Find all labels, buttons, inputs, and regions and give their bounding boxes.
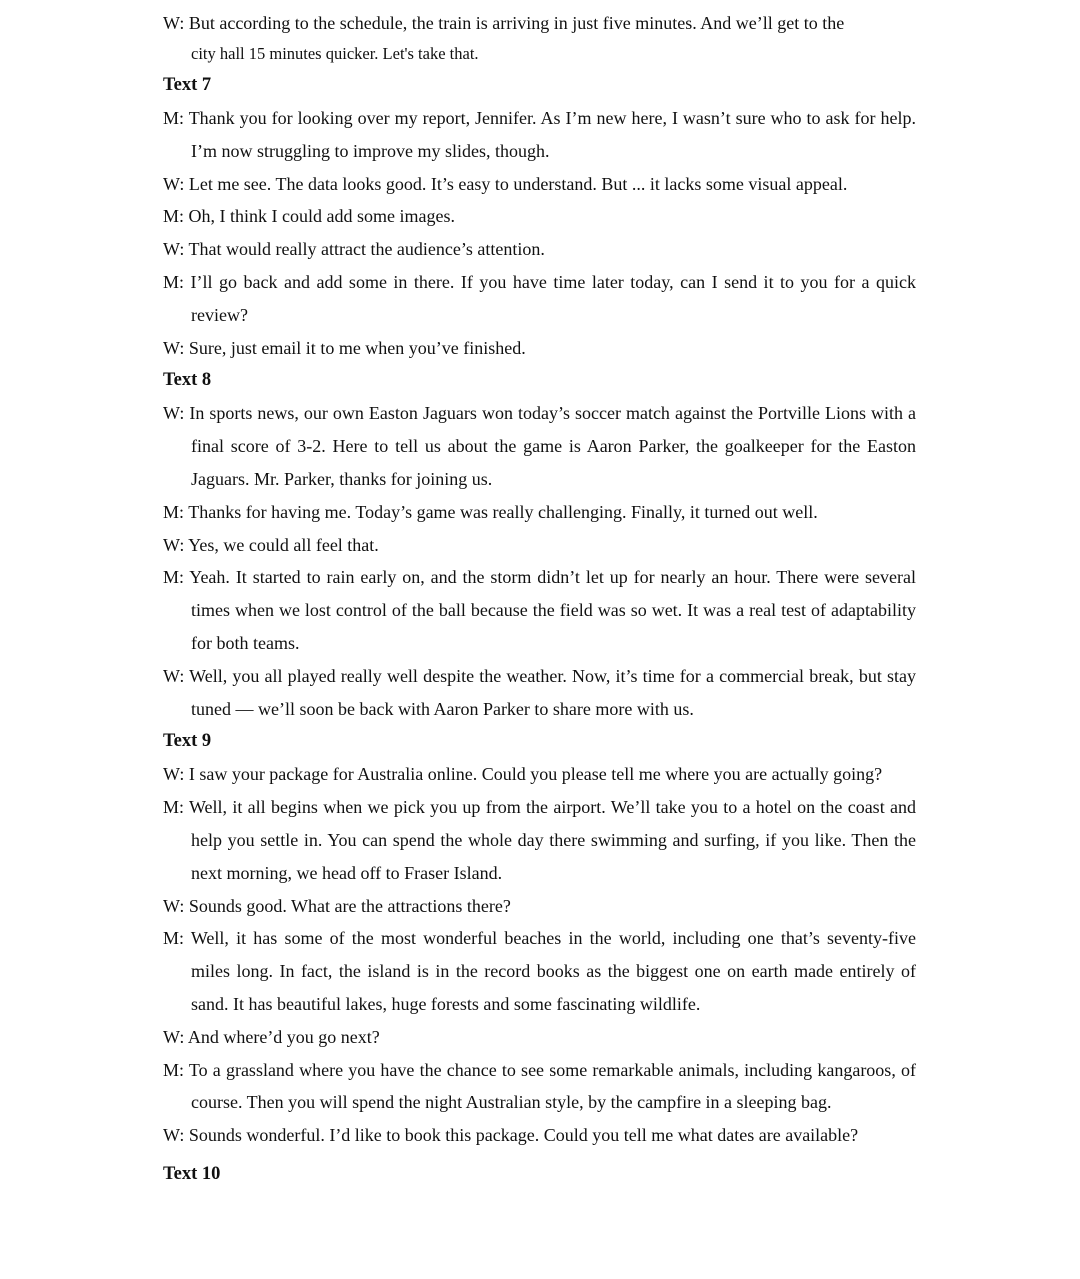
- line-text: Well, you all played really well despite the weather. Now, it’s time for a commercial break, but stay tuned — we’ll soon be back with Aaron Parker to share more with us.: [189, 665, 916, 719]
- dialogue-line: [163, 102, 916, 168]
- line-text: And where’d you go next?: [187, 1026, 380, 1047]
- line-text: To a grassland where you have the chance to see some remarkable animals, including kangaroos, of course. Then you will spend the night Australian style, by the campfire in a sleeping bag.: [188, 1059, 916, 1113]
- speaker-label: W:: [163, 534, 185, 555]
- line-continuation: city hall 15 minutes quicker. Let's take that.: [191, 44, 479, 63]
- speaker-label: M:: [163, 108, 185, 128]
- line-text: I’ll go back and add some in there. If you have time later today, can I send it to you for a quick review?: [190, 271, 917, 325]
- speaker-label: M:: [163, 567, 185, 588]
- section-heading-text-9: Text 9: [163, 731, 212, 752]
- line-text: But according to the schedule, the train is arriving in just five minutes. And we’ll get to the: [188, 13, 845, 33]
- speaker-label: W:: [163, 895, 185, 916]
- speaker-label: W:: [163, 403, 185, 424]
- dialogue-line: [163, 1054, 916, 1120]
- speaker-label: W:: [163, 239, 185, 260]
- dialogue-line: [163, 1021, 916, 1054]
- speaker-label: M:: [163, 928, 185, 949]
- speaker-label: W:: [163, 13, 185, 33]
- line-text: Well, it has some of the most wonderful beaches in the world, including one that’s seventy-five miles long. In fact, the island is in the record books as the biggest one on earth made entirely of sand. It has beautiful lakes, huge forests and some fascinating wildlife.: [190, 928, 916, 1014]
- dialogue-line: [163, 266, 916, 332]
- speaker-label: M:: [163, 1059, 185, 1080]
- dialogue-line: [163, 922, 916, 1020]
- line-text: That would really attract the audience’s attention.: [188, 239, 545, 260]
- line-text: Sounds good. What are the attractions there?: [188, 895, 511, 916]
- dialogue-line: [163, 660, 916, 726]
- section-heading-text-8: Text 8: [163, 370, 212, 391]
- section-heading-text-7: Text 7: [163, 75, 212, 95]
- line-text: Thank you for looking over my report, Jennifer. As I’m new here, I wasn’t sure who to ask for help. I’m now struggling to improve my slides, though.: [188, 108, 916, 161]
- line-text: I saw your package for Australia online. Could you please tell me where you are actually going?: [188, 764, 883, 785]
- dialogue-line: [163, 200, 916, 233]
- speaker-label: W:: [163, 764, 185, 785]
- speaker-label: W:: [163, 173, 185, 194]
- line-text: In sports news, our own Easton Jaguars won today’s soccer match against the Portville Lions with a final score of 3-2. Here to tell us about the game is Aaron Parker, the goalkeeper for the Easton Jaguars. Mr. Parker, thanks for joining us.: [189, 403, 917, 489]
- line-text: Thanks for having me. Today’s game was really challenging. Finally, it turned out well.: [188, 501, 818, 522]
- speaker-label: W:: [163, 1125, 185, 1146]
- section-heading-text-10: Text 10: [163, 1163, 221, 1184]
- dialogue-line: [163, 1119, 916, 1152]
- dialogue-line: [163, 561, 916, 659]
- dialogue-line: [163, 890, 916, 923]
- dialogue-line: [163, 332, 916, 365]
- speaker-label: M:: [163, 206, 185, 227]
- dialogue-line: [163, 496, 916, 529]
- dialogue-line: [163, 168, 916, 201]
- speaker-label: M:: [163, 271, 185, 292]
- speaker-label: W:: [163, 665, 185, 686]
- dialogue-line: [163, 8, 916, 69]
- line-text: Yeah. It started to rain early on, and the storm didn’t let up for nearly an hour. There were several times when we lost control of the ball because the field was so wet. It was a real test of adaptability for both teams.: [189, 567, 916, 653]
- dialogue-line: [163, 529, 916, 562]
- line-text: Sounds wonderful. I’d like to book this package. Could you tell me what dates are available?: [188, 1125, 859, 1146]
- dialogue-line: [163, 758, 916, 791]
- line-text: Oh, I think I could add some images.: [188, 206, 455, 227]
- speaker-label: M:: [163, 797, 185, 818]
- transcript: [163, 8, 916, 1191]
- speaker-label: M:: [163, 501, 185, 522]
- line-text: Let me see. The data looks good. It’s easy to understand. But ... it lacks some visual appeal.: [188, 173, 848, 194]
- dialogue-line: [163, 397, 916, 495]
- line-text: Sure, just email it to me when you’ve finished.: [188, 337, 526, 358]
- speaker-label: W:: [163, 337, 185, 358]
- dialogue-line: [163, 791, 916, 889]
- line-text: Yes, we could all feel that.: [188, 534, 379, 555]
- line-text: Well, it all begins when we pick you up from the airport. We’ll take you to a hotel on the coast and help you settle in. You can spend the whole day there swimming and surfing, if you like. Then the next morning, we head off to Fraser Island.: [189, 797, 916, 883]
- dialogue-line: [163, 233, 916, 266]
- speaker-label: W:: [163, 1026, 185, 1047]
